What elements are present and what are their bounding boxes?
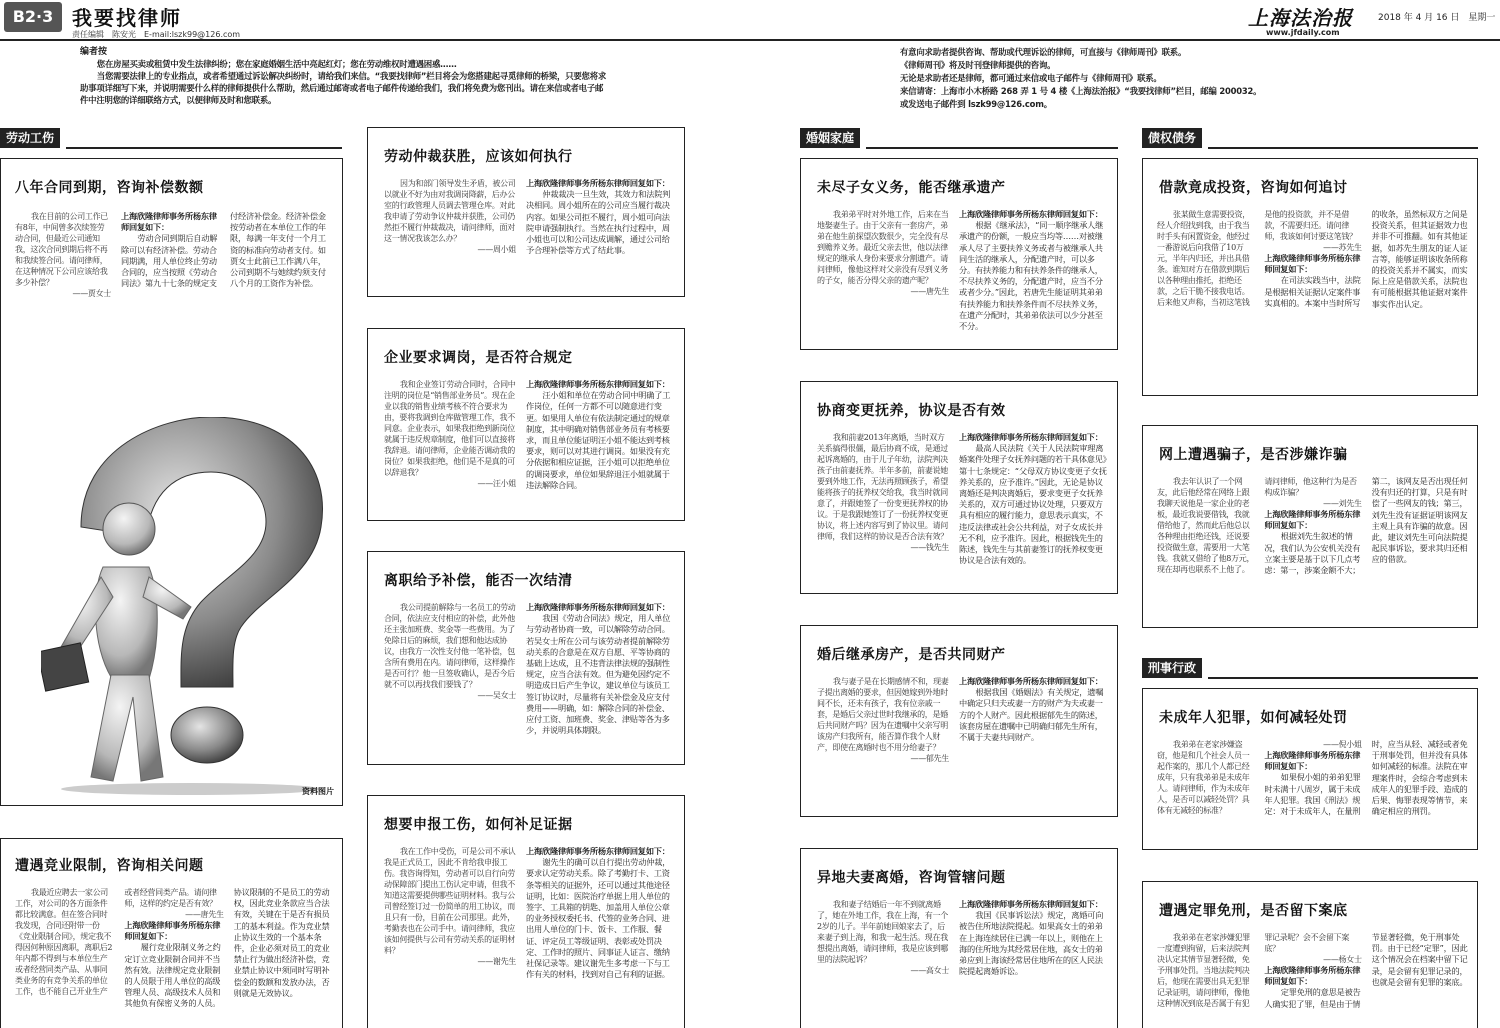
article-body <box>15 887 333 1027</box>
article-title: 未成年人犯罪，如何减轻处罚 <box>1159 710 1348 726</box>
question-text: 张某做生意需要投资，经人介绍找到我，由于我当时手头有闲置资金，他经过一番游说后向我借了10万元，半年内归还，并出具借条。谁知对方在借款到期后以各种理由推托，拒绝还款，之后干脆不接我电话。后来他又声称，当初这笔钱是他的投资款，并不是借款，不需要归还。请问律师，我该如何讨要这笔钱？ <box>1157 210 1357 307</box>
article-title: 遭遇竞业限制，咨询相关问题 <box>15 858 204 874</box>
article-title: 想要申报工伤，如何补足证据 <box>384 817 573 833</box>
article-title: 借款竟成投资，咨询如何追讨 <box>1159 180 1348 196</box>
answer-column <box>959 899 1107 1027</box>
question-text: 我在工作中受伤，可是公司不承认我是正式员工，因此不肯给我申报工伤。我咨询得知，劳动者可以自行向劳动保障部门提出工伤认定申请，但我不知道这需要提供哪些证明材料。我与公司曾经签订过一份简单的用工协议，而且只有一份，目前在公司那里。此外，考勤表也在公司手中。请问律师，我应该如何提供与公司有劳动关系的证明材料？ <box>384 847 516 955</box>
question-signature: ——钱先生 <box>910 543 949 552</box>
question-text: 我最近应聘去一家公司工作，对公司的各方面条件都比较满意。但在签合同时我发现，合同还附带一份《竞业限制合同》，规定我不得因何种原因离职，离职后2年内都不得到与本单位生产或者经营同类产品、从事同类业务的有竞争关系的单位工作，也不能自己开业生产或者经营同类产品。请问律师，这样的约定是否有效？ <box>15 888 217 996</box>
lawfirm-reply-heading: 上海欣隆律师事务所杨东律师回复如下： <box>959 209 1103 219</box>
question-column <box>384 178 516 290</box>
article-title: 异地夫妻离婚，咨询管辖问题 <box>817 870 1006 886</box>
image-caption: 资料图片 <box>302 787 334 796</box>
lawfirm-reply-heading: 上海欣隆律师事务所杨东律师回复如下： <box>1264 965 1361 987</box>
article-box-c2 <box>1142 425 1478 628</box>
article-box-c3 <box>1142 688 1478 850</box>
editor-note-para-2: 当您需要法律上的专业指点，或者希望通过诉讼解决纠纷时，请给我们来信。“我要找律师”栏目将会为您搭建起寻觅律师的桥梁，只要您将求助事项详细写下来，并说明需要什么样的律师提供什么帮助，然后通过邮寄或者电子邮件传递给我们，我们将免费为您刊出。请在来信或者电子邮件中注明您的详细联络方式，以便律师及时和您联系。 <box>80 71 607 105</box>
lawfirm-reply-heading: 上海欣隆律师事务所杨东律师回复如下： <box>1264 253 1361 275</box>
answer-column <box>959 432 1107 588</box>
question-column <box>817 899 949 1027</box>
answer-column <box>526 846 674 1026</box>
question-signature: ——唐先生 <box>910 287 949 296</box>
issue-date: 2018 年 4 月 16 日 星期一 <box>1378 13 1496 23</box>
article-box-a1 <box>0 158 343 806</box>
question-signature: ——高女士 <box>910 966 949 975</box>
contact-line-5: 或发送电子邮件到 lszk99@126.com。 <box>900 99 1052 109</box>
article-box-b2 <box>800 381 1118 594</box>
question-column <box>817 676 949 812</box>
question-text: 我去年认识了一个网友，此后他经常在网络上跟我聊天说他是一家企业的老板，最近我说要借钱，我就借给他了，然而此后他总以各种理由拒绝还钱，还说要投资做生意，需要用一大笔钱。我就又借给了他8万元，现在却再也联系不上他了。请问律师，他这种行为是否构成诈骗？ <box>1157 477 1357 574</box>
question-mark-figure-image <box>41 417 331 797</box>
question-text: 我与妻子是在长期感情不和，现妻子提出离婚的要求，但因她嫁到外地时间不长，还未有孩子，我有位亲戚一套，是婚后父亲过世时我继承的，是婚后共同财产吗？因为在遗嘱中父亲写明该房产归我所有，能否算作我个人财产，即使在离婚时也不用分给妻子？ <box>817 677 949 752</box>
editor-line: 责任编辑 陈安光 E-mail:lszk99@126.com <box>72 30 241 39</box>
article-title: 八年合同到期，咨询补偿数额 <box>15 180 204 196</box>
contact-line-2: 《律师周刊》将及时刊登律师提供的咨询。 <box>900 60 1056 70</box>
question-signature: ——周小姐 <box>477 245 516 254</box>
section-tab-debt: 债权债务 <box>1142 128 1202 148</box>
question-text: 我弟弟平时对外地工作，后来在当地娶妻生子。由于父亲有一套房产，弟弟在他生前探望次数很少，完全没有尽到赡养义务。最近父亲去世，他以法律规定的继承人身份来要求分割遗产。请问律师，像他这样对父亲没有尽到义务的子女，能否分得父亲的遗产呢？ <box>817 210 949 285</box>
article-box-a3 <box>367 328 685 521</box>
question-column <box>384 846 516 1026</box>
article-title: 离职给予补偿，能否一次结清 <box>384 573 573 589</box>
question-signature: ——郁先生 <box>910 754 949 763</box>
contact-info <box>900 46 1320 111</box>
article-box-b1 <box>800 158 1118 350</box>
answer-text: 如果倪小姐的弟弟犯罪时未满十八周岁，属于未成年人犯罪。我国《刑法》规定：对于未成年人，在量刑时，应当从轻、减轻或者免于刑事处罚，但并没有具体如何减轻的标准。法院在审理案件时，会综合考虑到未成年人的犯罪手段、造成的后果、悔罪表现等情节，来确定相应的刑罚。 <box>1264 739 1468 817</box>
section-rule-debt <box>1208 147 1478 149</box>
lawfirm-reply-heading: 上海欣隆律师事务所杨东律师回复如下： <box>526 379 670 389</box>
article-box-a2 <box>367 127 685 297</box>
section-tab-marriage: 婚姻家庭 <box>800 128 860 148</box>
answer-text: 在司法实践当中，法院是根据相关证据认定案件事实真相的。本案中当时所写的收条，虽然标双方之间是投资关系，但其证据效力也并非不可推翻。如有其他证据，如苏先生朋友的证人证言等，能够证明该收条所称的投资关系并不属实，而实际上应是借款关系，法院也有可能根据其他证据对案件事实作出认定。 <box>1264 209 1468 309</box>
newspaper-logo: 上海法治报 <box>1248 6 1353 30</box>
question-text: 因为和部门领导发生矛盾，被公司以就业不好为由对我调岗降薪，后办公室的行政管理人员调去管理仓库。对此我申请了劳动争议仲裁并获胜，公司仍然拒不履行仲裁裁决，请问律师，面对这一情况我该怎么办？ <box>384 179 516 243</box>
lawfirm-reply-heading: 上海欣隆律师事务所杨东律师回复如下： <box>1264 750 1361 772</box>
question-signature: ——倪小姐 <box>1323 740 1362 749</box>
website-url[interactable]: www.jfdaily.com <box>1266 28 1340 37</box>
answer-column <box>526 379 674 515</box>
answer-text: 仲裁裁决一旦生效，其效力和法院判决相同。周小姐所在的公司应当履行裁决内容。如果公司拒不履行，周小姐可向法院申请强制执行。当然在执行过程中，周小姐也可以和公司达成调解，通过公司给予合理补偿等方式了结此事。 <box>526 189 671 256</box>
article-body <box>1157 739 1469 847</box>
answer-column <box>526 602 674 758</box>
question-signature: ——唐先生 <box>185 910 224 919</box>
question-column <box>384 602 516 758</box>
answer-text: 谢先生的确可以自行提出劳动仲裁，要求认定劳动关系。除了考勤打卡、工资条等相关的证据外，还可以通过其他途径证明，比如：医院治疗单据上用人单位的签字、工具箱的钥匙、加盖用人单位公章的业务授权委托书、代签的业务合同、进出用人单位的门卡、饭卡、工作服、餐证、评定员工等级证明、表彰或处罚决定、工作时的照片、同事证人证言、缴纳社保记录等。建议谢先生多考虑一下与工作有关的材料，找到对自己有利的证据。 <box>526 857 671 980</box>
question-text: 我和企业签订劳动合同时，合同中注明的岗位是“销售部业务员”。现在企业以我的销售业绩考核不符合要求为由，要将我调到仓库做管理工作，我不同意。企业表示，如果我拒绝到新岗位就属于违反规章制度，他们可以直接将我辞退。请问律师，企业能否调动我的岗位？如果我拒绝，他们是不是真的可以辞退我？ <box>384 380 516 477</box>
answer-text: 根据刘先生叙述的情况，我们认为公安机关没有立案主要是基于以下几点考虑：第一，涉案金额不大；第二，该网友是否出现任何没有归还的打算，只是有时偿了一些网友的钱；第三，刘先生没有证据证明该网友主观上具有诈骗的故意。因此，建议刘先生可向法院提起民事诉讼，要求其归还相应的借款。 <box>1264 476 1468 576</box>
answer-text: 履行竞业限制义务之约定订立竞业限制合同并不当然有效。法律规定竞业限制的人员限于用人单位的高级管理人员、高级技术人员和其他负有保密义务的人员。协议限制的不是员工的劳动权，因此竞业条款应当合法有效，关键在于是否有损员工的基本利益。作为竞业禁止协议生效的一个基本条件，企业必须对员工的竞业禁止行为做出经济补偿，竞业禁止协议中须同时写明补偿金的数额和发放办法，否则就是无效协议。 <box>124 887 330 1009</box>
answer-text: 劳动合同到期后自动解除可以有经济补偿。劳动合同期满，用人单位终止劳动合同的，应当按照《劳动合同法》第九十七条的规定支付经济补偿金。经济补偿金按劳动者在本单位工作的年限，每满一年支付一个月工资的标准向劳动者支付。如贾女士此前已工作满八年，公司到期不与她续约须支付八个月的工资作为补偿。 <box>121 211 326 289</box>
article-box-c4 <box>1142 881 1478 1028</box>
article-body <box>1157 932 1469 1028</box>
question-signature: ——贾女士 <box>72 289 111 298</box>
article-box-b3 <box>800 625 1118 817</box>
lawfirm-reply-heading: 上海欣隆律师事务所杨东律师回复如下： <box>526 846 670 856</box>
question-column <box>384 379 516 515</box>
answer-text: 我国《民事诉讼法》规定，离婚可向被告住所地法院提起。如果高女士的弟弟在上海连续居住已满一年以上，则他在上海的住所地为其经常居住地，高女士的弟弟应到上海该经常居住地所在的区人民法院提起离婚诉讼。 <box>959 910 1104 977</box>
question-column <box>817 209 949 345</box>
article-title: 企业要求调岗，是否符合规定 <box>384 350 573 366</box>
lawfirm-reply-heading: 上海欣隆律师事务所杨东律师回复如下： <box>959 676 1103 686</box>
editor-note-para-1: 您在房屋买卖或租赁中发生法律纠纷；您在家庭婚姻生活中亮起红灯；您在劳动维权时遭遇困惑…… <box>96 59 457 69</box>
question-text: 我弟弟在老家涉嫌犯罪一度遭到拘留，后来法院判决认定其情节显著轻微，免予刑事处罚。当地法院判决后，他现在需要出具无犯罪记录证明，请问律师，像他这种情况到底是否属于有犯罪记录呢？会不会留下案底？ <box>1157 933 1350 1008</box>
question-signature: ——苏先生 <box>1323 243 1362 252</box>
section-rule-labor <box>66 147 342 149</box>
question-text: 我在目前的公司工作已有8年，中间曾多次续签劳动合同，但最近公司通知我，这次合同到期后将不再和我续签合同。请问律师，在这种情况下公司应该给我多少补偿？ <box>15 212 108 287</box>
section-rule-criminal <box>1208 677 1478 679</box>
masthead-rule <box>0 39 1500 41</box>
article-body <box>1157 209 1469 391</box>
question-text: 我和前妻2013年离婚，当时双方关系搞得很僵，最后协商不成，是通过起诉离婚的，由于儿子年幼，法院判决孩子由前妻抚养。半年多前，前妻说她要到外地工作，无法再照顾孩子，希望能将孩子的抚养权交给我，我当时就同意了，并跟她签了一份变更抚养权的协议。于是我跟她签订了一份抚养权变更协议，将上述内容写到了协议里。请问律师，我们这样的协议是否合法有效？ <box>817 433 948 541</box>
question-signature: ——吴女士 <box>477 691 516 700</box>
article-box-a4 <box>367 551 685 765</box>
page-number: B2·3 <box>4 2 62 32</box>
answer-text: 定罪免刑的意思是被告人确实犯了罪，但是由于情节显著轻微，免于刑事处罚。由于已经“定罪”，因此这个情况会在档案中留下记录，是会留有犯罪记录的，也就是会留有犯罪的案底。 <box>1264 932 1468 1009</box>
article-title: 婚后继承房产，是否共同财产 <box>817 647 1006 663</box>
question-signature: ——杨女士 <box>1323 955 1362 964</box>
section-rule-marriage <box>866 147 1118 149</box>
article-body <box>1157 476 1469 624</box>
question-text: 我公司提前解除与一名员工的劳动合同，依法应支付相应的补偿，此外他还主张加班费、奖金等一些费用。为了免除日后的麻烦，我们想和他达成协议，由我方一次性支付他一笔补偿，包含所有费用在内。请问律师，这样操作是否可行？他一旦签收确认，是否今后就不可以再找我们要钱了？ <box>384 603 516 689</box>
page-title: 我要找律师 <box>72 6 182 30</box>
question-signature: ——汪小姐 <box>477 479 516 488</box>
contact-line-3: 无论是求助者还是律师，都可通过来信或电子邮件与《律师周刊》联系。 <box>900 73 1162 83</box>
article-box-c1 <box>1142 158 1478 396</box>
article-title: 劳动仲裁获胜，应该如何执行 <box>384 149 573 165</box>
lawfirm-reply-heading: 上海欣隆律师事务所杨东律师回复如下： <box>959 432 1103 442</box>
contact-line-4: 来信请寄：上海市小木桥路 268 弄 1 号 4 楼《上海法治报》“我要找律师”栏目，邮编 200032。 <box>900 86 1262 96</box>
lawfirm-reply-heading: 上海欣隆律师事务所杨东律师回复如下： <box>124 920 221 942</box>
answer-column <box>959 676 1107 812</box>
section-tab-labor: 劳动工伤 <box>0 128 60 148</box>
answer-text: 我国《劳动合同法》规定，用人单位与劳动者协商一致，可以解除劳动合同。若吴女士所在公司与该劳动者提前解除劳动关系的合意是在双方自愿、平等协商的基础上达成，且不违背法律法规的强制性规定，应当合法有效。但为避免因约定不明造成日后产生争议，建议单位与该员工签订协议时，尽量将有关补偿金及应支付费用——明确，如：解除合同的补偿金、应付工资、加班费、奖金、津贴等各为多少，并说明具体期限。 <box>526 613 671 736</box>
answer-column <box>959 209 1107 345</box>
answer-text: 汪小姐和单位在劳动合同中明确了工作岗位，任何一方都不可以随意进行变更。如果用人单位有依法制定通过的规章制度，其中明确对销售部业务员有考核要求，而且单位能证明汪小姐不能达到考核要求，则可以对其进行调岗。如果没有充分依据和相应证据，汪小姐可以拒绝单位的调岗要求，单位如果辞退汪小姐就属于违法解除合同。 <box>526 390 671 490</box>
editor-note-label: 编者按 <box>80 47 108 57</box>
question-signature: ——谢先生 <box>477 957 516 966</box>
answer-text: 最高人民法院《关于人民法院审理离婚案件处理子女抚养问题的若干具体意见》第十七条规定：“父母双方协议变更子女抚养关系的，应予准许。”因此，无论是协议离婚还是判决离婚后，要求变更子女抚养关系的，双方可通过协议处理，只要双方具有相应的履行能力，意思表示真实，不违反法律或社会公共利益，对子女成长并无不利，应予准许。因此，根据钱先生的陈述，钱先生与其前妻签订的抚养权变更协议是合法有效的。 <box>959 443 1107 566</box>
article-box-a6 <box>0 838 343 1028</box>
lawfirm-reply-heading: 上海欣隆律师事务所杨东律师回复如下： <box>526 602 670 612</box>
article-title: 网上遭遇骗子，是否涉嫌诈骗 <box>1159 447 1348 463</box>
question-text: 我和妻子结婚后一年不到就离婚了，她在外地工作，我在上海，有一个2岁的儿子。半年前她回娘家去了，后来妻子到上海，和我一起生活。现在我想提出离婚，请问律师，我是应该到哪里的法院起诉？ <box>817 900 948 964</box>
editor-note <box>80 46 608 106</box>
answer-column <box>526 178 674 290</box>
article-box-b4 <box>800 848 1118 1028</box>
lawfirm-reply-heading: 上海欣隆律师事务所杨东律师回复如下： <box>526 178 670 188</box>
article-title: 未尽子女义务，能否继承遗产 <box>817 180 1006 196</box>
article-title: 遭遇定罪免刑，是否留下案底 <box>1159 903 1348 919</box>
question-text: 我弟弟在老家涉嫌盗窃，他是和几个社会人员一起作案的，那几个人都已经成年，只有我弟弟是未成年人。请问律师，作为未成年人，是否可以减轻处罚？具体有无减轻的标准？ <box>1157 740 1250 815</box>
answer-text: 根据《继承法》，“同一顺序继承人继承遗产的份额，一般应当均等……对被继承人尽了主要扶养义务或者与被继承人共同生活的继承人，分配遗产时，可以多分。有扶养能力和有扶养条件的继承人，不尽扶养义务的，分配遗产时，应当不分或者少分。”因此，若唐先生能证明其弟弟有扶养能力和扶养条件而不尽扶养义务，在遗产分配时，其弟弟依法可以少分甚至不分。 <box>959 220 1104 332</box>
article-title: 协商变更抚养，协议是否有效 <box>817 403 1006 419</box>
answer-column <box>121 211 331 361</box>
question-column <box>817 432 949 588</box>
lawfirm-reply-heading: 上海欣隆律师事务所杨东律师回复如下： <box>1264 509 1361 531</box>
lawfirm-reply-heading: 上海欣隆律师事务所杨东律师回复如下： <box>959 899 1103 909</box>
lawfirm-reply-heading: 上海欣隆律师事务所杨东律师回复如下： <box>121 211 217 233</box>
contact-line-1: 有意向求助者提供咨询、帮助或代理诉讼的律师，可直接与《律师周刊》联系。 <box>900 47 1187 57</box>
section-tab-criminal: 刑事行政 <box>1142 658 1202 678</box>
question-column <box>15 211 111 361</box>
answer-text: 根据我国《婚姻法》有关规定，遗嘱中确定只归夫或妻一方的财产为夫或妻一方的个人财产。因此根据郁先生的陈述，该套房屋在遗嘱中已明确归郁先生所有，不属于夫妻共同财产。 <box>959 687 1104 743</box>
article-box-a5 <box>367 795 685 1028</box>
question-signature: ——刘先生 <box>1323 499 1362 508</box>
masthead <box>0 0 1500 44</box>
